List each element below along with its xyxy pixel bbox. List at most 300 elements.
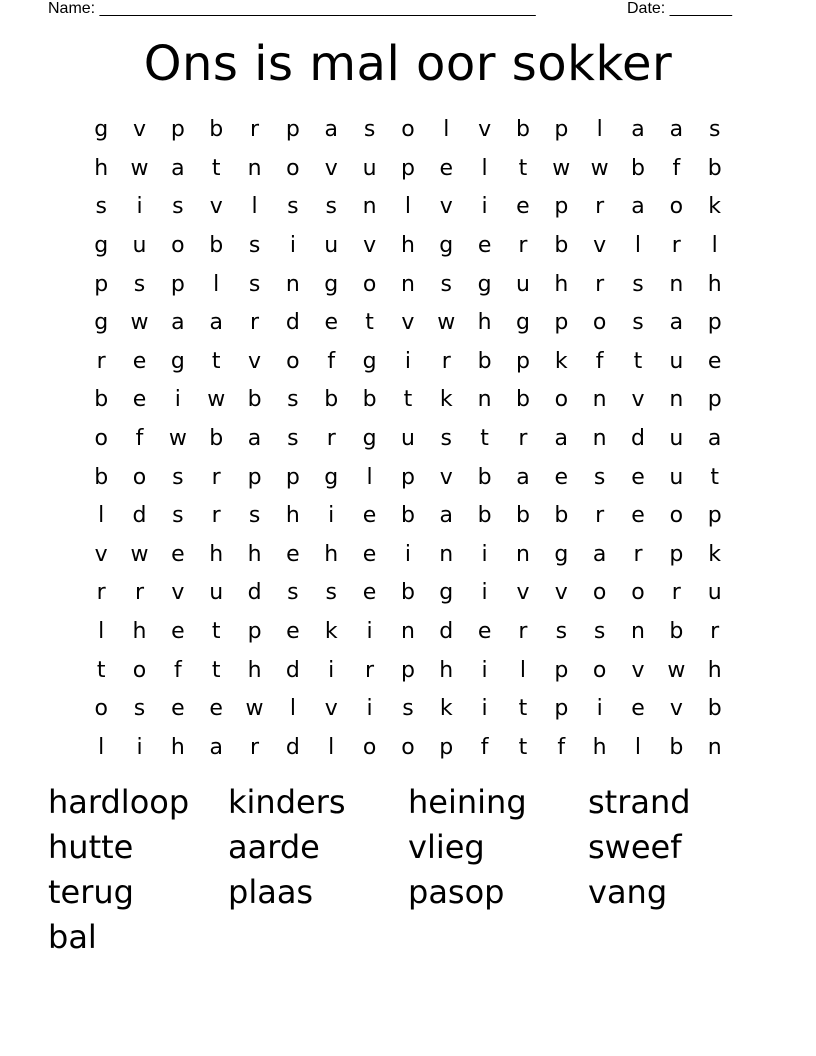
grid-cell: b [94, 464, 109, 490]
grid-cell: r [518, 233, 528, 259]
grid-cell: e [477, 233, 492, 259]
grid-cell: s [287, 387, 299, 413]
grid-row [82, 343, 734, 382]
grid-cell: b [515, 117, 530, 143]
grid-cell: h [439, 657, 454, 683]
grid-cell: p [170, 117, 185, 143]
grid-cell: s [248, 271, 261, 297]
grid-cell: l [366, 464, 373, 490]
grid-cell: l [634, 233, 642, 259]
word-bank-item: strand [588, 783, 691, 821]
grid-cell: r [595, 194, 605, 220]
grid-cell: h [592, 734, 607, 760]
grid-cell: f [173, 657, 182, 683]
grid-cell: g [515, 310, 530, 336]
grid-cell: t [710, 464, 719, 490]
grid-cell: o [554, 387, 569, 413]
grid-cell: v [133, 117, 147, 143]
grid-cell: e [132, 348, 147, 374]
grid-cell: e [439, 155, 454, 181]
grid-cell: g [170, 348, 185, 374]
grid-cell: t [211, 348, 221, 374]
grid-cell: e [631, 503, 645, 529]
grid-cell: t [518, 155, 528, 181]
grid-cell: t [403, 387, 413, 413]
grid-cell: f [480, 734, 489, 760]
grid-cell: i [289, 233, 296, 259]
grid-cell: t [480, 426, 489, 452]
grid-cell: u [209, 580, 224, 606]
grid-cell: i [481, 580, 488, 606]
grid-row [82, 690, 734, 729]
grid-cell: t [518, 696, 528, 722]
grid-cell: n [362, 194, 377, 220]
grid-cell: b [209, 426, 224, 452]
grid-cell: v [363, 233, 377, 259]
grid-cell: p [554, 657, 569, 683]
grid-cell: k [708, 541, 722, 567]
grid-cell: r [518, 619, 528, 645]
grid-cell: e [362, 503, 377, 529]
grid-cell: o [132, 657, 147, 683]
grid-cell: l [251, 194, 258, 220]
grid-cell: w [130, 541, 149, 567]
grid-cell: f [557, 734, 566, 760]
grid-cell: u [669, 464, 684, 490]
grid-cell: o [286, 348, 300, 374]
grid-cell: e [171, 541, 185, 567]
grid-cell: i [481, 541, 488, 567]
grid-cell: k [324, 619, 338, 645]
grid-cell: u [324, 233, 339, 259]
grid-cell: v [324, 696, 338, 722]
grid-row [82, 188, 734, 227]
grid-cell: a [592, 541, 607, 567]
grid-cell: h [554, 271, 569, 297]
grid-cell: r [671, 580, 681, 606]
grid-cell: e [707, 348, 722, 374]
grid-cell: s [287, 194, 299, 220]
grid-cell: u [515, 271, 530, 297]
grid-cell: a [209, 310, 223, 336]
grid-cell: s [287, 580, 299, 606]
word-bank-item: hutte [48, 828, 134, 866]
page-title: Ons is mal oor sokker [143, 36, 673, 92]
grid-cell: o [592, 580, 607, 606]
grid-cell: t [633, 348, 643, 374]
grid-cell: l [213, 271, 220, 297]
grid-cell: a [324, 117, 338, 143]
grid-cell: v [669, 696, 683, 722]
date-field-label: Date: _______ [627, 0, 732, 17]
grid-cell: h [247, 541, 262, 567]
grid-cell: i [174, 387, 181, 413]
grid-cell: r [211, 464, 221, 490]
grid-cell: r [250, 734, 260, 760]
grid-cell: v [439, 464, 453, 490]
grid-cell: b [324, 387, 339, 413]
grid-row [82, 729, 734, 768]
grid-cell: r [710, 619, 720, 645]
grid-cell: p [707, 387, 722, 413]
grid-row [82, 265, 734, 304]
grid-cell: e [209, 696, 223, 722]
grid-cell: i [481, 194, 488, 220]
grid-cell: s [248, 233, 261, 259]
grid-cell: n [707, 734, 722, 760]
grid-cell: w [130, 155, 149, 181]
grid-cell: g [554, 541, 569, 567]
grid-cell: n [592, 426, 607, 452]
grid-row [82, 458, 734, 497]
grid-cell: i [366, 619, 373, 645]
word-bank-item: heining [408, 783, 527, 821]
grid-cell: h [247, 657, 262, 683]
grid-cell: r [96, 348, 106, 374]
grid-cell: p [554, 310, 569, 336]
grid-cell: w [207, 387, 226, 413]
grid-cell: s [172, 464, 184, 490]
grid-cell: f [672, 155, 681, 181]
grid-cell: u [669, 426, 684, 452]
grid-cell: b [94, 387, 109, 413]
grid-cell: r [441, 348, 451, 374]
grid-cell: s [708, 117, 721, 143]
grid-cell: i [328, 657, 335, 683]
word-bank-item: terug [48, 873, 134, 911]
grid-cell: s [133, 696, 146, 722]
grid-cell: p [170, 271, 185, 297]
grid-cell: s [402, 696, 414, 722]
grid-cell: p [400, 657, 415, 683]
grid-cell: v [324, 155, 338, 181]
grid-cell: t [96, 657, 106, 683]
grid-cell: o [94, 426, 108, 452]
grid-cell: w [437, 310, 456, 336]
grid-cell: a [439, 503, 453, 529]
grid-cell: v [516, 580, 530, 606]
grid-cell: n [592, 387, 607, 413]
grid-cell: l [289, 696, 296, 722]
grid-row [82, 381, 734, 420]
grid-cell: h [477, 310, 492, 336]
grid-cell: k [439, 696, 453, 722]
grid-cell: i [404, 541, 411, 567]
grid-cell: e [362, 580, 377, 606]
grid-cell: v [171, 580, 185, 606]
grid-cell: w [245, 696, 264, 722]
grid-row [82, 304, 734, 343]
grid-cell: o [669, 503, 684, 529]
grid-cell: a [209, 734, 223, 760]
grid-cell: s [593, 464, 606, 490]
grid-cell: h [400, 233, 415, 259]
grid-cell: l [596, 117, 603, 143]
grid-cell: n [400, 271, 415, 297]
grid-row [82, 227, 734, 266]
grid-cell: e [477, 619, 492, 645]
grid-cell: a [631, 194, 645, 220]
grid-cell: b [515, 503, 530, 529]
grid-cell: l [634, 734, 642, 760]
grid-cell: p [554, 117, 569, 143]
letter-grid [82, 111, 734, 767]
grid-cell: n [631, 619, 645, 645]
grid-row [82, 536, 734, 575]
name-field-label: Name: _________________________________________________ [48, 0, 536, 17]
grid-cell: o [592, 310, 607, 336]
grid-cell: i [136, 734, 143, 760]
grid-row [82, 497, 734, 536]
grid-cell: u [362, 155, 377, 181]
grid-cell: l [481, 155, 488, 181]
grid-cell: r [365, 657, 375, 683]
grid-cell: o [286, 155, 300, 181]
grid-cell: b [400, 503, 415, 529]
grid-cell: r [595, 271, 605, 297]
grid-cell: n [400, 619, 415, 645]
grid-cell: g [439, 233, 454, 259]
grid-cell: f [327, 348, 336, 374]
grid-cell: g [362, 348, 377, 374]
grid-cell: r [671, 233, 681, 259]
grid-cell: n [477, 387, 492, 413]
grid-cell: e [554, 464, 569, 490]
grid-cell: p [285, 117, 300, 143]
grid-cell: s [248, 503, 261, 529]
grid-cell: l [404, 194, 411, 220]
grid-cell: r [211, 503, 221, 529]
grid-cell: s [632, 310, 644, 336]
grid-row [82, 111, 734, 150]
grid-cell: d [132, 503, 147, 529]
grid-cell: t [211, 155, 221, 181]
grid-cell: a [554, 426, 569, 452]
grid-cell: p [554, 194, 569, 220]
grid-cell: e [631, 696, 645, 722]
grid-cell: e [324, 310, 338, 336]
grid-cell: d [247, 580, 262, 606]
grid-cell: r [134, 580, 145, 606]
grid-cell: i [136, 194, 143, 220]
grid-cell: n [247, 155, 262, 181]
grid-cell: w [667, 657, 686, 683]
grid-cell: w [130, 310, 149, 336]
grid-cell: b [554, 233, 569, 259]
grid-cell: o [669, 194, 684, 220]
word-bank-item: hardloop [48, 783, 190, 821]
grid-cell: a [669, 310, 684, 336]
grid-cell: h [707, 657, 722, 683]
grid-cell: o [592, 657, 607, 683]
grid-row [82, 150, 734, 189]
grid-cell: o [94, 696, 108, 722]
grid-cell: g [362, 426, 377, 452]
grid-cell: e [631, 464, 645, 490]
grid-cell: f [595, 348, 604, 374]
grid-cell: b [707, 696, 722, 722]
grid-cell: s [593, 619, 606, 645]
grid-cell: d [285, 657, 300, 683]
grid-cell: n [439, 541, 454, 567]
grid-cell: n [515, 541, 530, 567]
grid-cell: p [247, 619, 262, 645]
grid-cell: g [439, 580, 454, 606]
grid-cell: s [172, 503, 184, 529]
grid-cell: e [132, 387, 147, 413]
grid-cell: e [286, 619, 300, 645]
word-bank-item: aarde [228, 828, 320, 866]
grid-cell: p [94, 271, 109, 297]
grid-cell: e [516, 194, 530, 220]
grid-cell: i [366, 696, 373, 722]
grid-cell: s [133, 271, 146, 297]
grid-cell: v [401, 310, 415, 336]
grid-cell: v [478, 117, 492, 143]
grid-cell: w [168, 426, 187, 452]
grid-cell: a [707, 426, 722, 452]
grid-row [82, 574, 734, 613]
grid-cell: r [96, 580, 106, 606]
word-bank-item: vlieg [408, 828, 485, 866]
grid-cell: i [481, 696, 488, 722]
grid-cell: l [98, 619, 105, 645]
word-bank-item: plaas [228, 873, 314, 911]
grid-cell: o [171, 233, 185, 259]
grid-cell: o [362, 271, 377, 297]
grid-cell: a [669, 117, 684, 143]
grid-cell: t [365, 310, 374, 336]
grid-cell: a [631, 117, 645, 143]
grid-cell: v [248, 348, 262, 374]
grid-cell: l [328, 734, 335, 760]
grid-cell: h [209, 541, 224, 567]
grid-cell: i [481, 657, 488, 683]
grid-cell: b [707, 155, 722, 181]
word-bank-item: kinders [228, 783, 346, 821]
grid-cell: g [94, 233, 109, 259]
grid-cell: o [132, 464, 147, 490]
grid-cell: a [171, 155, 185, 181]
grid-cell: b [554, 503, 569, 529]
grid-cell: s [440, 426, 452, 452]
grid-cell: b [669, 734, 684, 760]
grid-cell: s [440, 271, 452, 297]
grid-row [82, 651, 734, 690]
grid-cell: p [554, 696, 569, 722]
grid-cell: s [95, 194, 107, 220]
grid-cell: t [518, 734, 528, 760]
grid-cell: b [477, 464, 492, 490]
grid-cell: b [209, 233, 224, 259]
grid-cell: p [247, 464, 262, 490]
grid-cell: r [250, 117, 260, 143]
grid-cell: e [171, 619, 185, 645]
grid-cell: b [400, 580, 415, 606]
grid-cell: g [477, 271, 492, 297]
grid-cell: l [98, 503, 105, 529]
grid-cell: w [590, 155, 609, 181]
grid-cell: p [400, 464, 415, 490]
grid-cell: n [669, 387, 684, 413]
grid-cell: l [711, 233, 718, 259]
grid-cell: g [324, 464, 339, 490]
grid-cell: t [211, 657, 221, 683]
grid-cell: o [631, 580, 645, 606]
grid-cell: u [400, 426, 415, 452]
grid-cell: a [171, 310, 185, 336]
grid-cell: p [439, 734, 454, 760]
grid-cell: v [209, 194, 223, 220]
grid-cell: s [555, 619, 568, 645]
word-bank-item: sweef [588, 828, 682, 866]
grid-cell: r [518, 426, 528, 452]
word-bank-item: vang [588, 873, 668, 911]
grid-cell: p [400, 155, 415, 181]
grid-cell: g [94, 310, 109, 336]
grid-cell: o [401, 117, 415, 143]
word-bank-item: bal [48, 918, 97, 956]
grid-cell: i [596, 696, 603, 722]
word-bank [48, 780, 768, 960]
grid-cell: s [287, 426, 299, 452]
grid-cell: v [439, 194, 453, 220]
grid-cell: f [135, 426, 144, 452]
grid-cell: l [98, 734, 105, 760]
grid-cell: p [285, 464, 300, 490]
grid-cell: d [439, 619, 454, 645]
grid-cell: h [707, 271, 722, 297]
grid-cell: p [669, 541, 684, 567]
grid-row [82, 420, 734, 459]
grid-cell: s [632, 271, 644, 297]
grid-cell: w [552, 155, 571, 181]
grid-cell: p [515, 348, 530, 374]
grid-cell: i [328, 503, 335, 529]
grid-cell: p [707, 310, 722, 336]
grid-cell: b [209, 117, 224, 143]
grid-cell: e [171, 696, 185, 722]
grid-cell: s [363, 117, 376, 143]
grid-cell: u [669, 348, 684, 374]
grid-cell: h [94, 155, 109, 181]
grid-cell: u [707, 580, 722, 606]
grid-cell: o [362, 734, 377, 760]
grid-cell: v [94, 541, 108, 567]
grid-cell: b [247, 387, 262, 413]
grid-cell: r [633, 541, 643, 567]
header-fields [48, 0, 748, 20]
grid-row [82, 613, 734, 652]
grid-cell: e [362, 541, 377, 567]
grid-cell: d [285, 734, 300, 760]
grid-cell: i [404, 348, 411, 374]
grid-cell: v [554, 580, 568, 606]
grid-cell: k [708, 194, 722, 220]
grid-cell: l [443, 117, 450, 143]
grid-cell: r [250, 310, 260, 336]
grid-cell: s [325, 580, 337, 606]
grid-cell: a [247, 426, 262, 452]
grid-cell: g [94, 117, 109, 143]
grid-cell: n [285, 271, 300, 297]
grid-cell: p [707, 503, 722, 529]
grid-cell: r [595, 503, 605, 529]
grid-cell: v [631, 387, 645, 413]
grid-cell: h [324, 541, 339, 567]
grid-cell: r [326, 426, 336, 452]
grid-cell: v [631, 657, 645, 683]
